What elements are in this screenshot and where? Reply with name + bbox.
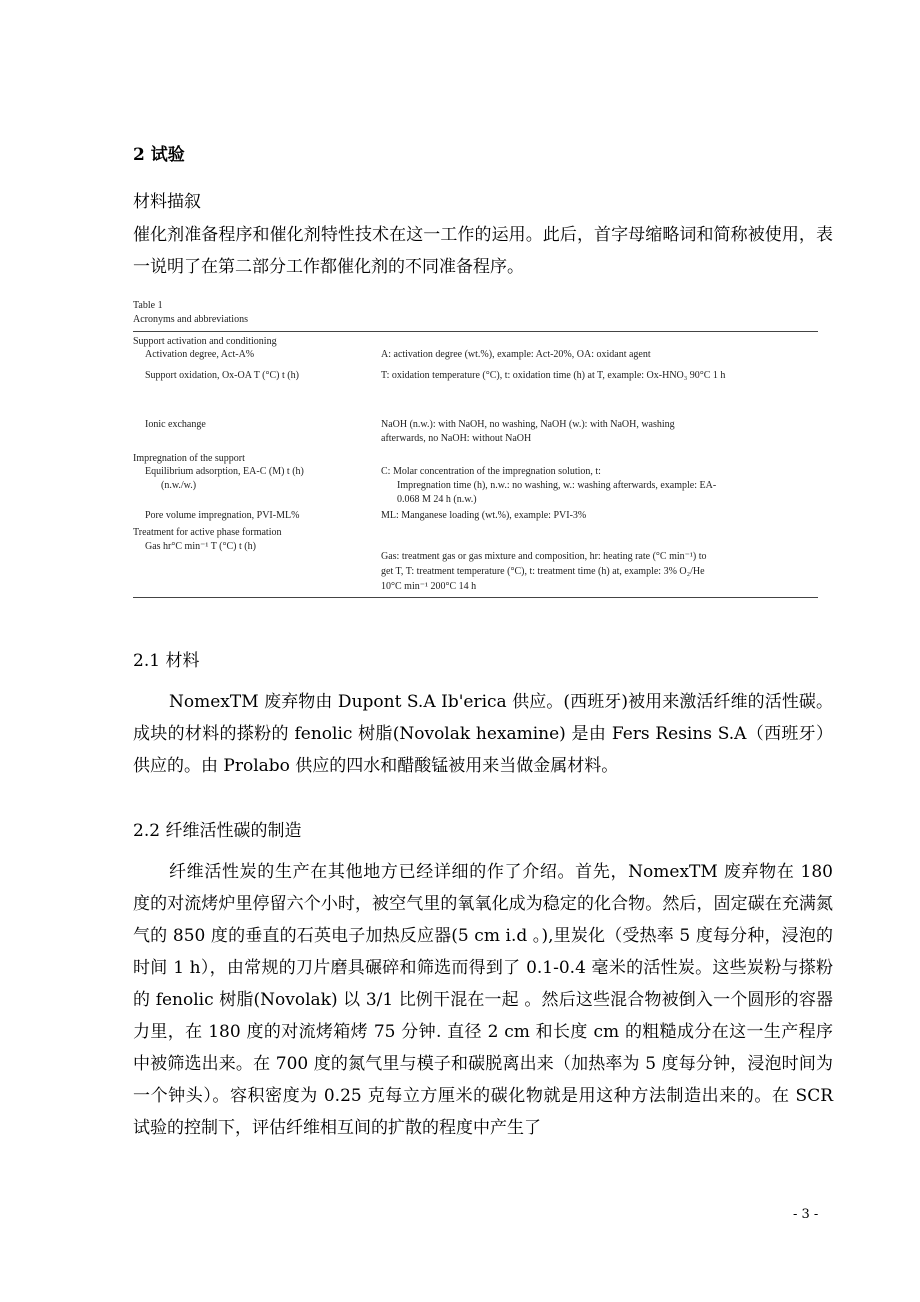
table-row <box>133 335 818 348</box>
table-row <box>133 465 818 479</box>
table-cell-term: (n.w./w.) <box>161 480 197 491</box>
section-title: 2 试验 <box>133 145 185 165</box>
table-cell-description <box>369 526 818 539</box>
table-row <box>133 418 818 446</box>
table-row <box>133 452 818 465</box>
section-2-2-title: 2.2 纤维活性碳的制造 <box>133 821 302 841</box>
table-section-label: Support activation and conditioning <box>133 336 277 347</box>
table-cell-term: Ionic exchange <box>145 419 206 430</box>
table-cell-term: Gas hr°C min⁻¹ T (°C) t (h) <box>145 541 256 552</box>
table-cell-description: Impregnation time (h), n.w.: no washing, w.: washing afterwards, example: EA-0.068 M 24 h (n.w.) <box>397 480 717 505</box>
section-2-1-title: 2.1 材料 <box>133 651 200 671</box>
page-number: - 3 - <box>793 1207 819 1222</box>
table-cell-term: Activation degree, Act-A% <box>145 349 255 360</box>
table-top-rule <box>133 331 818 332</box>
table-cell-description: A: activation degree (wt.%), example: Act-20%, OA: oxidant agent <box>381 349 651 360</box>
table-row <box>133 479 818 507</box>
table-row <box>133 369 818 382</box>
table-row <box>133 348 818 361</box>
table-caption-number: Table 1 <box>133 300 163 311</box>
table-cell-term: Pore volume impregnation, PVI-ML% <box>145 510 300 521</box>
manufacture-paragraph: 纤维活性炭的生产在其他地方已经详细的作了介绍。首先，NomexTM 废弃物在 180 度的对流烤炉里停留六个小时，被空气里的氧氧化成为稳定的化合物。然后，固定碳在充满氮气的 850 度的垂直的石英电子加热反应器(5 cm i.d 。),里炭化（受热率 5 度每分种，浸泡的时间 1 h），由常规的刀片磨具碾碎和筛选而得到了 0.1-0.4 毫米的活性炭。这些炭粉与搽粉的 fenolic 树脂(Novolak) 以 3/1 比例干混在一起 。然后这些混合物被倒入一个圆形的容器力里，在 180 度的对流烤箱烤 75 分钟. 直径 2 cm 和长度 cm 的粗糙成分在这一生产程序中被筛选出来。在 700 度的氮气里与模子和碳脱离出来（加热率为 5 度每分钟，浸泡时间为一个钟头）。容积密度为 0.25 克每立方厘米的碳化物就是用这种方法制造出来的。在 SCR 试验的控制下，评估纤维相互间的扩散的程度中产生了 <box>133 862 833 1138</box>
table-cell-description: Gas: treatment gas or gas mixture and composition, hr: heating rate (°C min⁻¹) to get T, T: treatment temperature (°C), t: treatment time (h) at, example: 3% O₂/He 10°C min⁻¹ 200°C 14 h <box>381 551 707 592</box>
table-cell-term: Equilibrium adsorption, EA-C (M) t (h) <box>145 466 304 477</box>
table-cell-description <box>369 335 818 348</box>
table-row <box>133 539 818 594</box>
materials-description-title: 材料描叙 <box>133 192 201 212</box>
table-section-label: Treatment for active phase formation <box>133 527 282 538</box>
table-cell-description: T: oxidation temperature (°C), t: oxidation time (h) at T, example: Ox-HNO₃ 90°C 1 h <box>381 370 726 381</box>
materials-paragraph: NomexTM 废弃物由 Dupont S.A Ib'erica 供应。(西班牙)被用来激活纤维的活性碳。成块的材料的搽粉的 fenolic 树脂(Novolak hexamine) 是由 Fers Resins S.A（西班牙）供应的。由 Prolabo 供应的四水和醋酸锰被用来当做金属材料。 <box>133 692 833 776</box>
table-cell-description: ML: Manganese loading (wt.%), example: PVI-3% <box>381 510 587 521</box>
table-cell-description: NaOH (n.w.): with NaOH, no washing, NaOH (w.): with NaOH, washing afterwards, no NaOH: without NaOH <box>381 419 675 444</box>
table-section-label: Impregnation of the support <box>133 453 245 464</box>
table-bottom-rule <box>133 597 818 598</box>
table-cell-description <box>369 452 818 465</box>
table-cell-term: Support oxidation, Ox-OA T (°C) t (h) <box>145 370 299 381</box>
intro-paragraph: 催化剂准备程序和催化剂特性技术在这一工作的运用。此后，首字母缩略词和简称被使用，表一说明了在第二部分工作都催化剂的不同准备程序。 <box>133 225 833 277</box>
table-row <box>133 526 818 539</box>
table-row <box>133 509 818 523</box>
table-cell-description: C: Molar concentration of the impregnation solution, t: <box>381 466 601 477</box>
table-caption-title: Acronyms and abbreviations <box>133 314 248 325</box>
table-1 <box>133 299 818 598</box>
